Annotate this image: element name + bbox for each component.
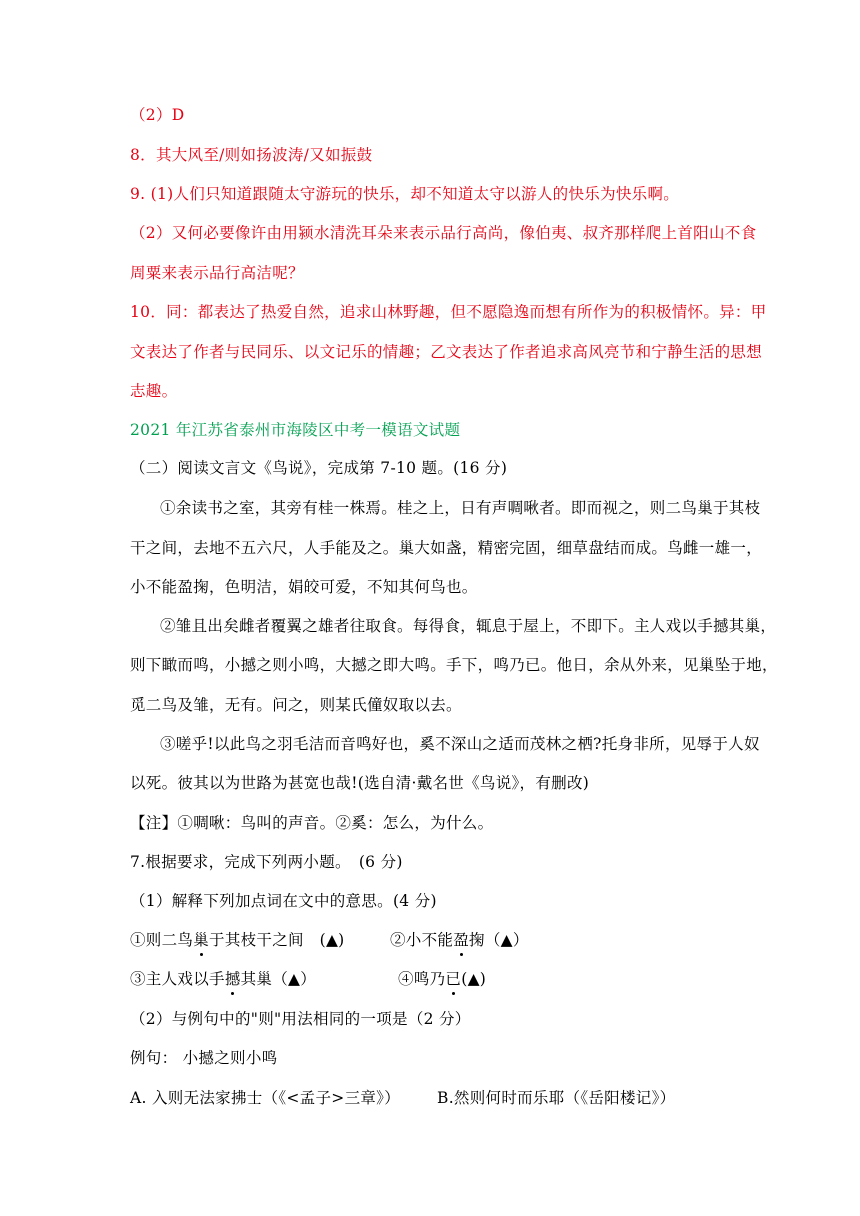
dotted-char-han: 撼: [224, 970, 241, 988]
question-7-item4: [398, 968, 486, 990]
dotted-char-chao: 巢: [193, 931, 210, 949]
exam-title: 2021 年江苏省泰州市海陵区中考一模语文试题: [130, 421, 461, 439]
passage-p2-line2: 则下瞰而鸣，小撼之则小鸣，大撼之即大鸣。手下，鸣乃已。他日，余从外来，见巢坠于地，: [130, 656, 778, 674]
passage-p1-line1: ①余读书之室，其旁有桂一株焉。桂之上，日有声啁啾者。即而视之，则二鸟巢于其枝: [160, 499, 761, 517]
answer-8: 8．其大风至/则如扬波涛/又如振鼓: [130, 146, 373, 164]
passage-p2-line3: 觅二鸟及雏，无有。问之，则某氏僮奴取以去。: [130, 696, 462, 714]
option-b: B.然则何时而乐耶（《岳阳楼记》）: [437, 1089, 676, 1107]
answer-2: （2）D: [130, 106, 185, 124]
answer-9-2-line2: 周粟来表示品行高洁呢？: [130, 264, 304, 282]
question-7-item1: [130, 929, 345, 951]
item3-suffix: 其巢（▲）: [240, 970, 317, 988]
answer-10-line3: 志趣。: [130, 382, 178, 400]
item4-suffix: (▲): [461, 970, 487, 988]
answer-9-1: 9. (1)人们只知道跟随太守游玩的快乐，却不知道太守以游人的快乐为快乐啊。: [130, 185, 680, 203]
dotted-char-ying: 盈: [453, 931, 470, 949]
question-7-item2: [390, 929, 529, 951]
question-7-sub1: （1）解释下列加点词在文中的意思。(4 分): [130, 892, 437, 910]
annotation-note: 【注】①啁啾：鸟叫的声音。②奚：怎么，为什么。: [130, 814, 494, 832]
question-7-sub2: （2）与例句中的"则"用法相同的一项是（2 分）: [130, 1010, 471, 1028]
item2-prefix: ②小不能: [390, 931, 454, 949]
section-heading: （二）阅读文言文《鸟说》，完成第 7-10 题。(16 分): [130, 459, 508, 477]
passage-p3-line2: 以死。彼其以为世路为甚宽也哉!(选自清·戴名世《鸟说》，有删改): [130, 774, 590, 792]
passage-p2-line1: ②雏且出矣雌者覆翼之雄者往取食。每得食，辄息于屋上，不即下。主人戏以手撼其巢，: [160, 617, 777, 635]
question-7-stem: 7.根据要求，完成下列两小题。 (6 分): [130, 853, 403, 871]
dotted-char-yi: 已: [445, 970, 462, 988]
answer-10-line1: 10．同：都表达了热爱自然，追求山林野趣，但不愿隐逸而想有所作为的积极情怀。异：甲: [130, 303, 767, 321]
answer-10-line2: 文表达了作者与民同乐、以文记乐的情趣；乙文表达了作者追求高风亮节和宁静生活的思想: [130, 343, 763, 361]
passage-p1-line3: 小不能盈掬，色明洁，娟皎可爱，不知其何鸟也。: [130, 578, 478, 596]
item1-suffix: 于其枝干之间 (▲): [209, 931, 345, 949]
item1-prefix: ①则二鸟: [130, 931, 194, 949]
passage-p1-line2: 干之间，去地不五六尺，人手能及之。巢大如盏，精密完固，细草盘结而成。鸟雌一雄一，: [130, 539, 763, 557]
option-a: A. 入则无法家拂士（《<孟子>三章》）: [130, 1089, 401, 1107]
item4-prefix: ④鸣乃: [398, 970, 446, 988]
question-7-item3: [130, 968, 316, 990]
answer-9-2-line1: （2）又何必要像许由用颍水清洗耳朵来表示品行高尚，像伯夷、叔齐那样爬上首阳山不食: [130, 224, 757, 242]
example-sentence: 例句： 小撼之则小鸣: [130, 1049, 278, 1067]
item2-suffix: 掬（▲）: [469, 931, 529, 949]
passage-p3-line1: ③嗟乎!以此鸟之羽毛洁而音鸣好也，奚不深山之适而茂林之栖?托身非所，见辱于人奴: [160, 735, 760, 753]
item3-prefix: ③主人戏以手: [130, 970, 225, 988]
